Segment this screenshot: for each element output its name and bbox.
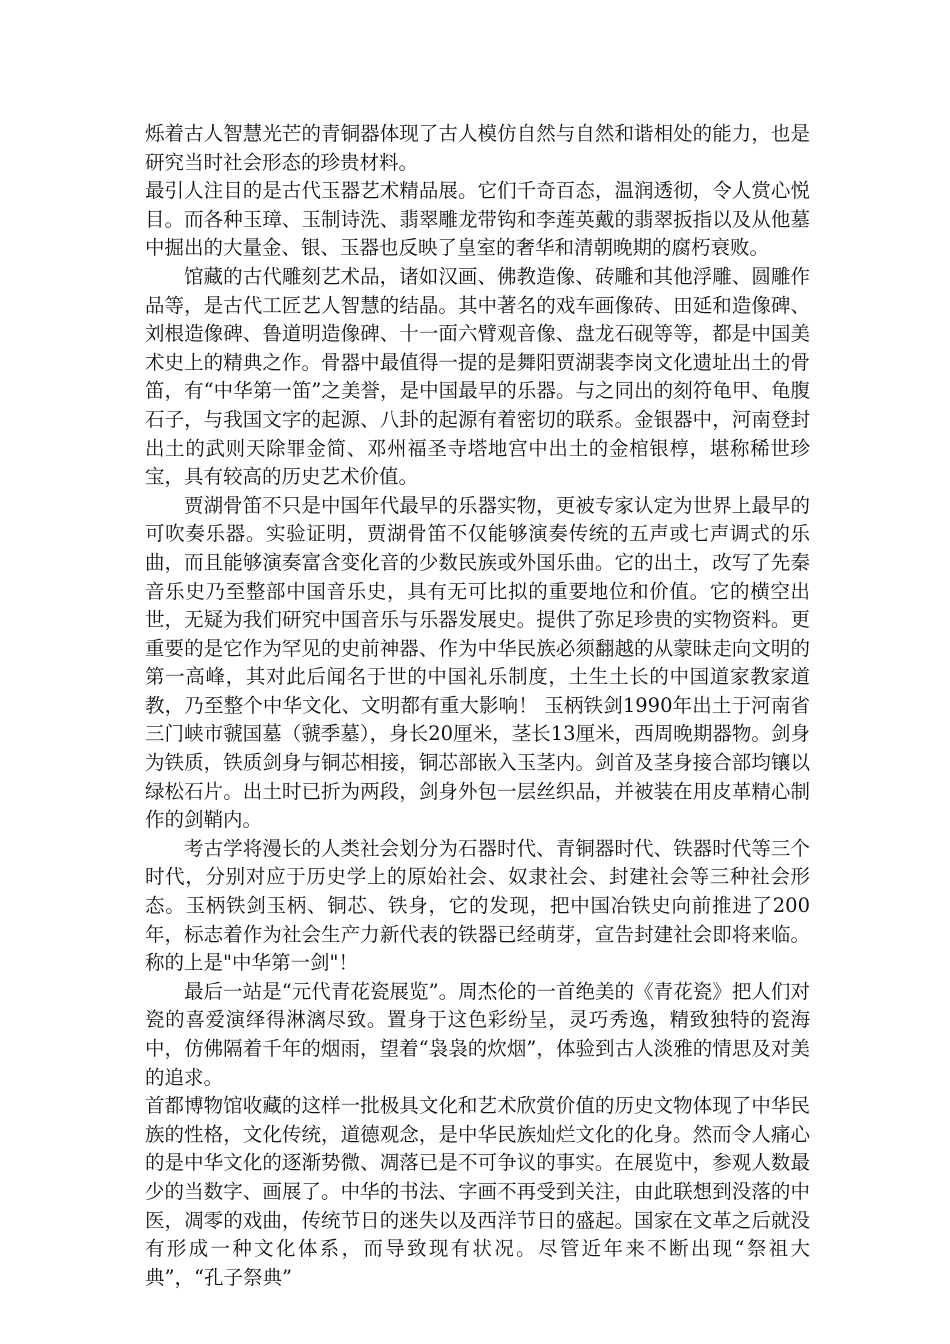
- paragraph-archaeology-ages: 考古学将漫长的人类社会划分为石器时代、青铜器时代、铁器时代等三个时代，分别对应于历史学上的原始社会、奴隶社会、封建社会等三种社会形态。玉柄铁剑玉柄、铜芯、铁身，它的发现，把中国冶铁史向前推进了200年，标志着作为社会生产力新代表的铁器已经萌芽，宣告封建社会即将来临。称的上是"中华第一剑"！: [145, 836, 810, 975]
- paragraph-jiahu-bone-flute: 贾湖骨笛不只是中国年代最早的乐器实物，更被专家认定为世界上最早的可吹奏乐器。实验证明，贾湖骨笛不仅能够演奏传统的五声或七声调式的乐曲，而且能够演奏富含变化音的少数民族或外国乐曲。它的出土，改写了先秦音乐史乃至整部中国音乐史，具有无可比拟的重要地位和价值。它的横空出世，无疑为我们研究中国音乐与乐器发展史。提供了弥足珍贵的实物资料。更重要的是它作为罕见的史前神器、作为中华民族必须翻越的从蒙昧走向文明的第一高峰，其对此后闻名于世的中国礼乐制度，土生土长的中国道家教家道教，乃至整个中华文化、文明都有重大影响！ 玉柄铁剑1990年出土于河南省三门峡市虢国墓（虢季墓），身长20厘米，茎长13厘米，西周晚期器物。剑身为铁质，铁质剑身与铜芯相接，铜芯部嵌入玉茎内。剑首及茎身接合部均镶以绿松石片。出土时已折为两段，剑身外包一层丝织品，并被装在用皮革精心制作的剑鞘内。: [145, 493, 810, 832]
- paragraph-carving-collection: 馆藏的古代雕刻艺术品，诸如汉画、佛教造像、砖雕和其他浮雕、圆雕作品等，是古代工匠艺人智慧的结晶。其中著名的戏车画像砖、田延和造像碑、刘根造像碑、鲁道明造像碑、十一面六臂观音像、盘龙石砚等等，都是中国美术史上的精典之作。骨器中最值得一提的是舞阳贾湖裴李岗文化遗址出土的骨笛，有“中华第一笛”之美誉，是中国最早的乐器。与之同出的刻符龟甲、龟腹石子，与我国文字的起源、八卦的起源有着密切的联系。金银器中，河南登封出土的武则天除罪金简、邓州福圣寺塔地宫中出土的金棺银椁，堪称稀世珍宝，具有较高的历史艺术价值。: [145, 264, 810, 489]
- paragraph-jade-exhibition: 最引人注目的是古代玉器艺术精品展。它们千奇百态，温润透彻，令人赏心悦目。而各种玉璋、玉制诗洗、翡翠雕龙带钩和李莲英戴的翡翠扳指以及从他墓中掘出的大量金、银、玉器也反映了皇室的奢华和清朝晚期的腐朽衰败。: [145, 179, 810, 260]
- paragraph-capital-museum: 首都博物馆收藏的这样一批极具文化和艺术欣赏价值的历史文物体现了中华民族的性格，文化传统，道德观念，是中华民族灿烂文化的化身。然而令人痛心的是中华文化的逐渐势微、凋落已是不可争议的事实。在展览中，参观人数最少的当数字、画展了。中华的书法、字画不再受到关注，由此联想到没落的中医，凋零的戏曲，传统节日的迷失以及西洋节日的盛起。国家在文革之后就没有形成一种文化体系，而导致现有状况。尽管近年来不断出现“祭祖大典”，“孔子祭典”: [145, 1094, 810, 1289]
- paragraph-blue-white-porcelain: 最后一站是“元代青花瓷展览”。周杰伦的一首绝美的《青花瓷》把人们对瓷的喜爱演绎得淋漓尽致。置身于这色彩纷呈，灵巧秀逸，精致独特的瓷海中，仿佛隔着千年的烟雨，望着“袅袅的炊烟”，体验到古人淡雅的情思及对美的追求。: [145, 979, 810, 1089]
- document-page: [145, 120, 810, 1292]
- paragraph-bronze-conclusion: 烁着古人智慧光芒的青铜器体现了古人模仿自然与自然和谐相处的能力，也是研究当时社会形态的珍贵材料。: [145, 122, 810, 174]
